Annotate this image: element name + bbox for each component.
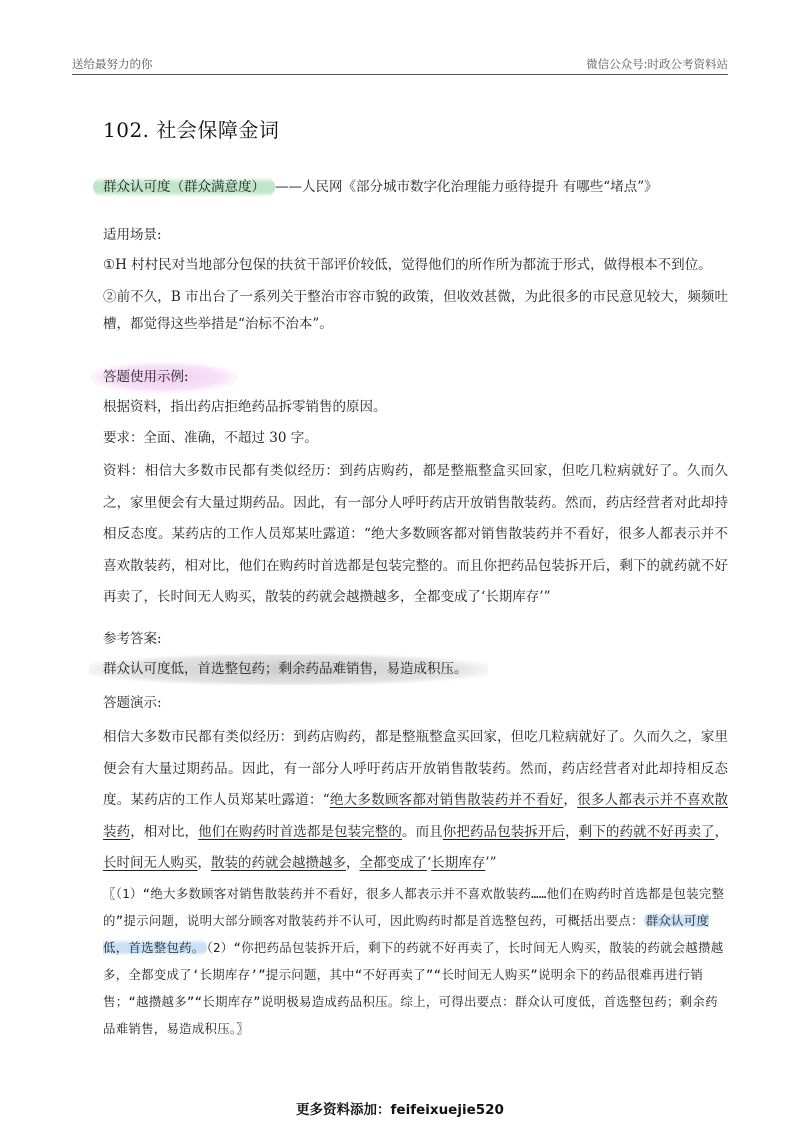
demo-text: ， [565, 823, 579, 840]
reference-label: 参考答案: [103, 631, 162, 647]
demo-label: 答题演示: [103, 695, 162, 711]
scenario-item-1: ①H 村村民对当地部分包保的扶贫干部评价较低，觉得他们的所作所为都流于形式，做得根本不到位。 [103, 257, 712, 273]
reference-answer: 群众认可度低，首选整包药；剩余药品难销售，易造成积压。 [89, 654, 488, 685]
demo-underline-7: 散装的药就会越攒越多 [211, 855, 346, 871]
demo-underline-9: 长期库存 [431, 855, 486, 871]
demo-paragraph [103, 722, 728, 880]
scenarios-label: 适用场景: [103, 227, 162, 243]
demo-text: ， [714, 823, 729, 840]
keyword-line [103, 174, 728, 201]
scenario-item-2: ②前不久，B 市出台了一系列关于整治市容市貌的政策，但收效甚微，为此很多的市民意见较大，频频吐槽，都觉得这些举措是“治标不治本”。 [103, 289, 728, 332]
demo-underline-3: 他们在购药时首选都是包装完整的 [198, 823, 402, 840]
analysis-highlight: 群众认可度低，首选整包药。 [103, 913, 710, 955]
demo-text: 。而且 [401, 823, 443, 840]
keyword-source: ——人民网《部分城市数字化治理能力亟待提升 有哪些“堵点”》 [275, 179, 658, 195]
demo-text: ， [563, 792, 578, 808]
demo-text: 相信大多数市民都有类似经历：到药店购药，都是整瓶整盒买回家，但吃几粒病就好了。久而久之，家里便会有大量过期药品。因此，有一部分人呼吁药店开放销售散装药。然而，药店经营者对此却持相反态度。某药店的工作人员郑某吐露道：“ [103, 729, 728, 808]
page-title: 102. 社会保障金词 [103, 118, 280, 142]
example-label-wrap [103, 362, 728, 393]
demo-text: ‘ [427, 855, 432, 871]
reference-answer-wrap [103, 654, 728, 685]
demo-text: ’” [485, 855, 497, 871]
example-material: 资料：相信大多数市民都有类似经历：到药店购药，都是整瓶整盒买回家，但吃几粒病就好了。久而久之，家里便会有大量过期药品。因此，有一部分人呼吁药店开放销售散装药。然而，药店经营者对此却持相反态度。某药店的工作人员郑某吐露道：“绝大多数顾客都对销售散装药并不看好，很多人都表示并不喜欢散装药，相对比，他们在购药时首选都是包装完整的。而且你把药品包装拆开后，剩下的就药就不好再卖了，长时间无人购买，散装的药就会越攒越多，全都变成了‘长期库存’” [103, 463, 728, 605]
example-question: 根据资料，指出药店拒绝药品拆零销售的原因。 [103, 399, 387, 415]
footer-contact: 更多资料添加：feifeixuejie520 [296, 1102, 504, 1118]
demo-text: ，相对比， [130, 823, 199, 840]
demo-text: ， [197, 855, 211, 871]
analysis-part-1: 〖（1）“绝大多数顾客对销售散装药并不看好，很多人都表示并不喜欢散装药……他们在购药时首选都是包装完整的”提示问题，说明大部分顾客对散装药并不认可，因此购药时都是首选整包药，可概括出要点： [103, 886, 725, 928]
demo-underline-2: 很多人都表示并不喜欢散装药 [103, 792, 729, 840]
demo-underline-6: 长时间无人购买 [103, 855, 198, 871]
example-label: 答题使用示例: [89, 362, 239, 393]
demo-underline-5: 剩下的药就不好再卖了 [578, 823, 715, 840]
demo-underline-4: 你把药品包装拆开后 [442, 823, 566, 840]
demo-text: ， [346, 855, 360, 871]
analysis-part-2: （2）“你把药品包装拆开后，剩下的药就不好再卖了，长时间无人购买，散装的药就会越攒越多，全都变成了‘长期库存’”提示问题，其中“不好再卖了”“长时间无人购买”说明余下的药品很难再进行销售；“越攒越多”“长期库存”说明极易造成药品积压。综上，可得出要点：群众认可度低，首选整包药；剩余药品难销售，易造成积压。〗 [103, 940, 724, 1036]
keyword-term: 群众认可度（群众满意度） [93, 177, 275, 197]
page-header [72, 52, 728, 75]
example-requirement: 要求：全面、准确，不超过 30 字。 [103, 430, 318, 446]
demo-underline-8: 全都变成了 [359, 855, 427, 871]
demo-underline-1: 绝大多数顾客都对销售散装药并不看好 [329, 792, 564, 808]
header-right-text: 微信公众号:时政公考资料站 [586, 57, 728, 71]
header-left-text: 送给最努力的你 [72, 57, 153, 71]
analysis-paragraph [103, 880, 728, 1042]
